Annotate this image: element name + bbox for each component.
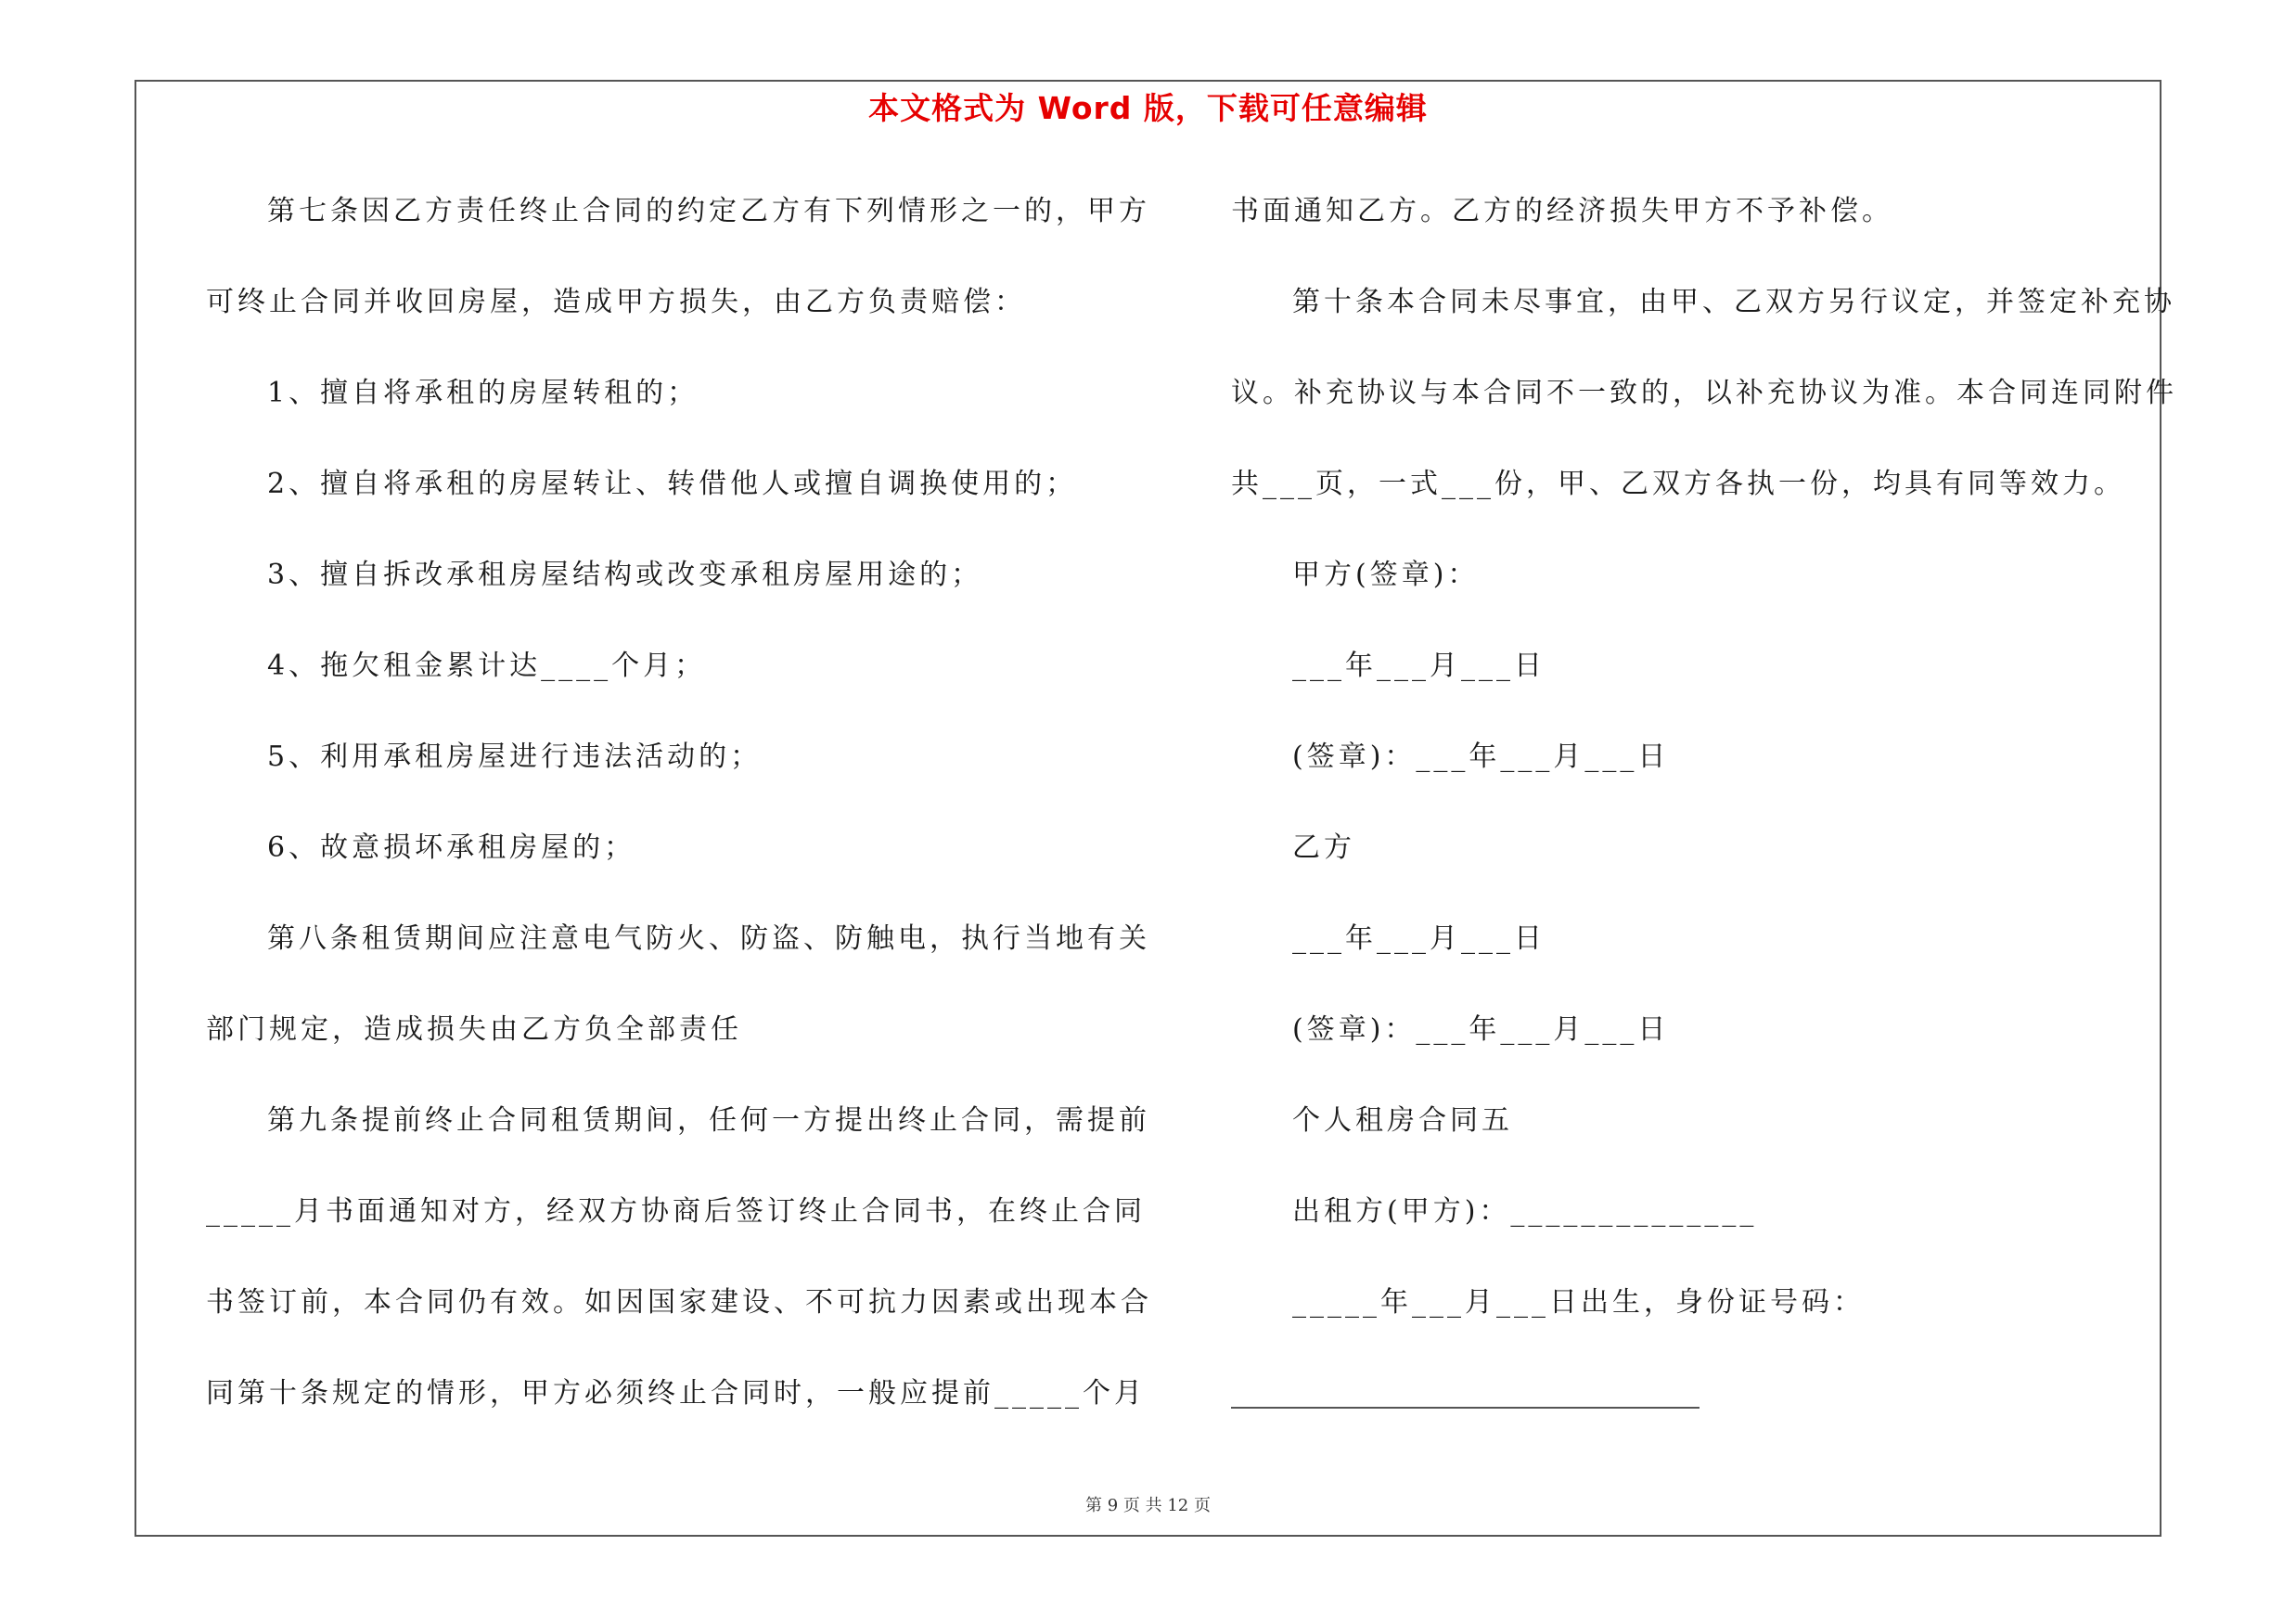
- article-7-line-1: 第七条因乙方责任终止合同的约定乙方有下列情形之一的，甲方: [267, 195, 1150, 227]
- lessor-party-a-line: 出租方(甲方)：______________: [1292, 1195, 1758, 1228]
- article-7-item-1: 1、擅自将承租的房屋转租的；: [267, 377, 699, 409]
- article-7-item-5: 5、利用承租房屋进行违法活动的；: [267, 741, 763, 773]
- party-a-signature-label: 甲方(签章)：: [1292, 559, 1480, 591]
- article-10-line-1: 第十条本合同未尽事宜，由甲、乙双方另行议定，并签定补充协: [1292, 286, 2175, 318]
- contract-five-heading: 个人租房合同五: [1292, 1104, 1513, 1137]
- party-b-label: 乙方: [1292, 831, 1355, 864]
- party-b-date-line: ___年___月___日: [1292, 922, 1546, 955]
- id-number-blank: [1231, 1366, 2163, 1457]
- article-9-line-1: 第九条提前终止合同租赁期间，任何一方提出终止合同，需提前: [267, 1104, 1150, 1137]
- article-9-line-2: _____月书面通知对方，经双方协商后签订终止合同书，在终止合同: [206, 1195, 1146, 1228]
- article-8-line-2: 部门规定，造成损失由乙方负全部责任: [206, 1013, 742, 1046]
- article-9-line-4: 同第十条规定的情形，甲方必须终止合同时，一般应提前_____个月: [206, 1377, 1146, 1410]
- article-7-line-2: 可终止合同并收回房屋，造成甲方损失，由乙方负责赔偿：: [206, 286, 1026, 318]
- party-b-seal-date-line: (签章)：___年___月___日: [1292, 1013, 1670, 1046]
- article-9-line-3: 书签订前，本合同仍有效。如因国家建设、不可抗力因素或出现本合: [206, 1286, 1152, 1319]
- article-9-line-5: 书面通知乙方。乙方的经济损失甲方不予补偿。: [1231, 195, 1893, 227]
- right-column: [1231, 184, 2177, 1457]
- page-footer: 第 9 页 共 12 页: [1085, 1496, 1211, 1515]
- article-7-item-3: 3、擅自拆改承租房屋结构或改变承租房屋用途的；: [267, 559, 983, 591]
- id-number-underline: [1231, 1407, 1700, 1409]
- format-banner: 本文格式为 Word 版，下载可任意编辑: [868, 90, 1428, 126]
- article-7-item-2: 2、擅自将承租的房屋转让、转借他人或擅自调换使用的；: [267, 468, 1078, 500]
- party-a-date-line: ___年___月___日: [1292, 650, 1546, 682]
- article-7-item-4: 4、拖欠租金累计达____个月；: [267, 650, 707, 682]
- party-a-seal-date-line: (签章)：___年___月___日: [1292, 741, 1670, 773]
- birth-id-line: _____年___月___日出生，身份证号码：: [1292, 1286, 1865, 1319]
- article-10-line-2: 议。补充协议与本合同不一致的，以补充协议为准。本合同连同附件: [1231, 377, 2177, 409]
- left-column: [206, 184, 1152, 1457]
- article-8-line-1: 第八条租赁期间应注意电气防火、防盗、防触电，执行当地有关: [267, 922, 1150, 955]
- article-7-item-6: 6、故意损坏承租房屋的；: [267, 831, 636, 864]
- article-10-line-3: 共___页，一式___份，甲、乙双方各执一份，均具有同等效力。: [1231, 468, 2125, 500]
